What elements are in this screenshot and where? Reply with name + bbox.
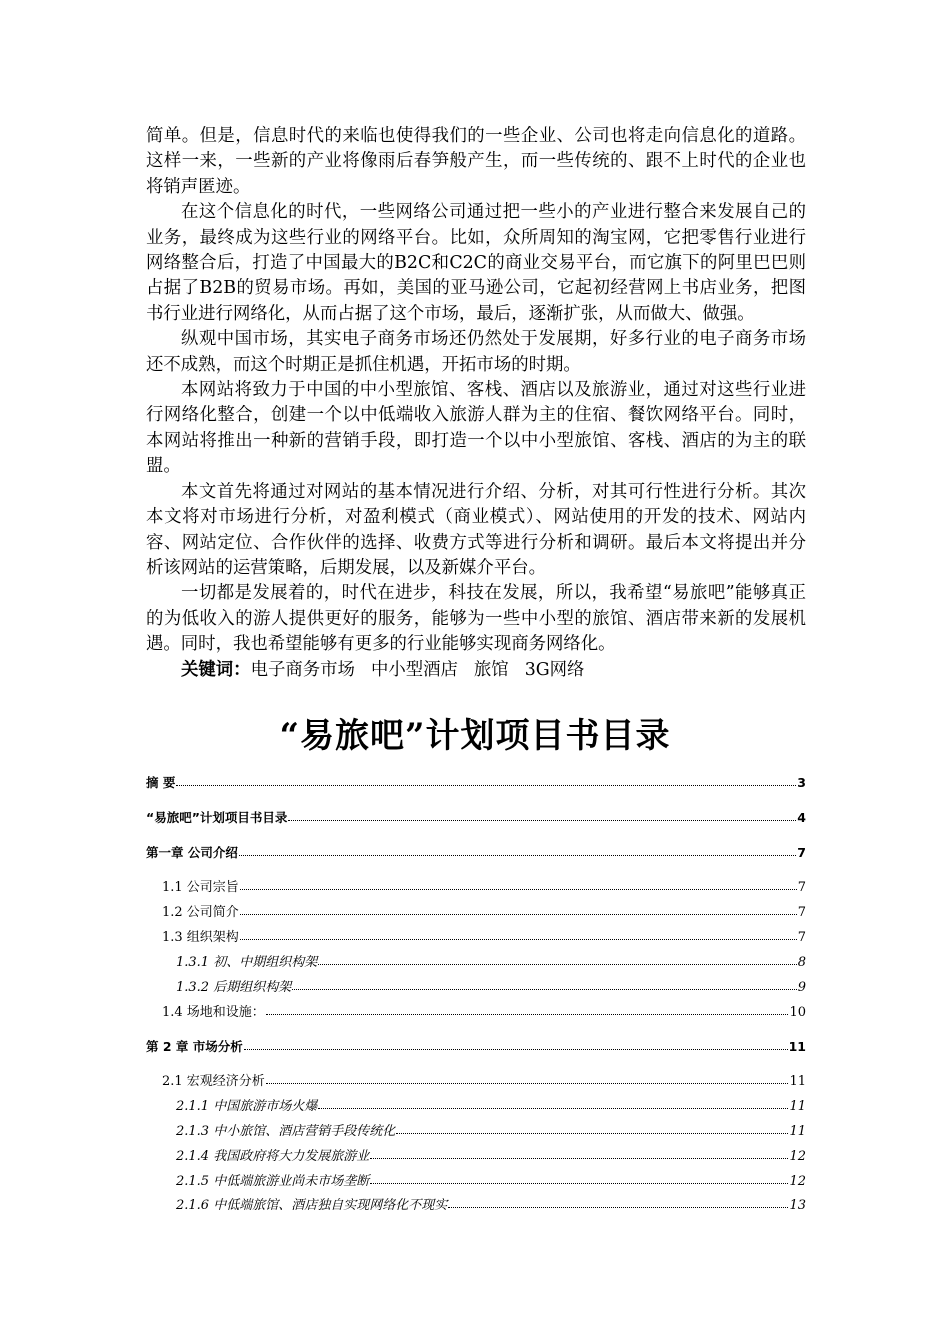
keywords-label: 关键词： — [181, 659, 251, 680]
toc-entry-page: 12 — [789, 1174, 806, 1189]
keywords-line — [146, 658, 806, 683]
toc-entry-text: 2.1.1 中国旅游市场火爆 — [176, 1099, 318, 1114]
toc-entry[interactable] — [146, 844, 806, 862]
toc-leader — [448, 1195, 788, 1208]
toc-entry-page: 11 — [789, 1099, 806, 1114]
toc-entry-page: 7 — [797, 880, 806, 895]
toc-entry-text: 1.2 公司简介 — [162, 905, 239, 920]
toc-entry-text: 1.3 组织架构 — [162, 930, 239, 945]
toc-entry-text: 第 2 章 市场分析 — [146, 1039, 243, 1054]
toc-leader — [370, 1171, 788, 1184]
toc-leader — [396, 1121, 788, 1134]
toc-entry-text: 摘 要 — [146, 775, 176, 790]
toc-entry[interactable] — [146, 953, 806, 972]
toc-entry-text: 2.1.5 中低端旅游业尚未市场垄断 — [176, 1174, 370, 1189]
toc-leader — [292, 977, 797, 990]
toc-entry[interactable] — [146, 878, 806, 897]
toc-entry-text: 1.1 公司宗旨 — [162, 880, 239, 895]
toc-entry-page: 9 — [797, 980, 806, 995]
toc-entry-page: 13 — [789, 1198, 806, 1213]
toc-entry-page: 7 — [797, 845, 806, 860]
paragraph: 纵观中国市场，其实电子商务市场还仍然处于发展期，好多行业的电子商务市场还不成熟，而这个时期正是抓住机遇，开拓市场的时期。 — [146, 329, 806, 375]
keyword: 3G网络 — [524, 659, 585, 680]
toc-entry-text: “易旅吧”计划项目书目录 — [146, 810, 288, 825]
toc-entry[interactable] — [146, 1072, 806, 1091]
toc-entry-text: 第一章 公司介绍 — [146, 845, 238, 860]
body-text — [146, 124, 806, 683]
paragraph: 一切都是发展着的，时代在进步，科技在发展，所以，我希望“易旅吧”能够真正的为低收入的游人提供更好的服务，能够为一些中小型的旅馆、酒店带来新的发展机遇。同时，我也希望能够有更多的行业能够实现商务网络化。 — [146, 583, 806, 655]
toc-entry-page: 11 — [788, 1039, 806, 1054]
toc-leader — [244, 1037, 788, 1050]
toc-entry-page: 11 — [789, 1074, 806, 1089]
toc-entry-page: 7 — [797, 930, 806, 945]
toc-entry-text: 1.4 场地和设施： — [162, 1005, 265, 1020]
toc-entry-text: 2.1.6 中低端旅馆、酒店独自实现网络化不现实 — [176, 1198, 448, 1213]
toc-entry[interactable] — [146, 1038, 806, 1056]
toc-leader — [266, 1002, 789, 1015]
toc-entry[interactable] — [146, 903, 806, 922]
paragraph: 本文首先将通过对网站的基本情况进行介绍、分析，对其可行性进行分析。其次本文将对市场进行分析，对盈利模式（商业模式）、网站使用的开发的技术、网站内容、网站定位、合作伙伴的选择、收费方式等进行分析和调研。最后本文将提出并分析该网站的运营策略，后期发展，以及新媒介平台。 — [146, 481, 806, 578]
toc-leader — [266, 1071, 789, 1084]
toc-leader — [318, 1096, 788, 1109]
toc-leader — [176, 773, 796, 786]
toc-entry-page: 11 — [789, 1124, 806, 1139]
toc-entry-text: 2.1 宏观经济分析 — [162, 1074, 265, 1089]
toc-entry-text: 1.3.2 后期组织构架 — [176, 980, 292, 995]
keyword: 电子商务市场 — [250, 659, 355, 680]
toc-entry-text: 2.1.3 中小旅馆、酒店营销手段传统化 — [176, 1124, 396, 1139]
toc-leader — [288, 808, 796, 821]
toc-leader — [240, 927, 797, 940]
toc-entry-page: 12 — [789, 1149, 806, 1164]
toc-entry[interactable] — [146, 1147, 806, 1166]
toc-leader — [240, 902, 797, 915]
paragraph: 简单。但是，信息时代的来临也使得我们的一些企业、公司也将走向信息化的道路。这样一来，一些新的产业将像雨后春笋般产生，而一些传统的、跟不上时代的企业也将销声匿迹。 — [146, 126, 806, 197]
toc-entry-text: 1.3.1 初、中期组织构架 — [176, 955, 318, 970]
toc-entry[interactable] — [146, 928, 806, 947]
keyword: 中小型酒店 — [370, 659, 458, 680]
toc-entry-page: 7 — [797, 905, 806, 920]
toc-entry[interactable] — [146, 978, 806, 997]
paragraph: 在这个信息化的时代，一些网络公司通过把一些小的产业进行整合来发展自己的业务，最终成为这些行业的网络平台。比如，众所周知的淘宝网，它把零售行业进行网络整合后，打造了中国最大的B2C和C2C的商业交易平台，而它旗下的阿里巴巴则占据了B2B的贸易市场。再如，美国的亚马逊公司，它起初经营网上书店业务，把图书行业进行网络化，从而占据了这个市场，最后，逐渐扩张，从而做大、做强。 — [146, 202, 806, 324]
toc-entry-text: 2.1.4 我国政府将大力发展旅游业 — [176, 1149, 370, 1164]
toc-entry[interactable] — [146, 1097, 806, 1116]
toc-entry[interactable] — [146, 1172, 806, 1191]
toc-entry[interactable] — [146, 809, 806, 827]
toc-entry-page: 8 — [797, 955, 806, 970]
toc-entry-page: 10 — [789, 1005, 806, 1020]
keyword: 旅馆 — [473, 659, 509, 680]
toc-title: “易旅吧”计划项目书目录 — [279, 716, 671, 756]
toc-entry[interactable] — [146, 1003, 806, 1022]
toc-entry[interactable] — [146, 1122, 806, 1141]
toc-leader — [239, 843, 796, 856]
toc-entry-page: 3 — [797, 775, 806, 790]
toc-leader — [240, 877, 797, 890]
toc-entry-page: 4 — [797, 810, 806, 825]
toc-entry[interactable] — [146, 1196, 806, 1215]
toc-leader — [318, 952, 797, 965]
toc-leader — [370, 1146, 788, 1159]
toc-entry[interactable] — [146, 774, 806, 792]
paragraph: 本网站将致力于中国的中小型旅馆、客栈、酒店以及旅游业，通过对这些行业进行网络化整合，创建一个以中低端收入旅游人群为主的住宿、餐饮网络平台。同时，本网站将推出一种新的营销手段，即打造一个以中小型旅馆、客栈、酒店的为主的联盟。 — [146, 380, 806, 477]
